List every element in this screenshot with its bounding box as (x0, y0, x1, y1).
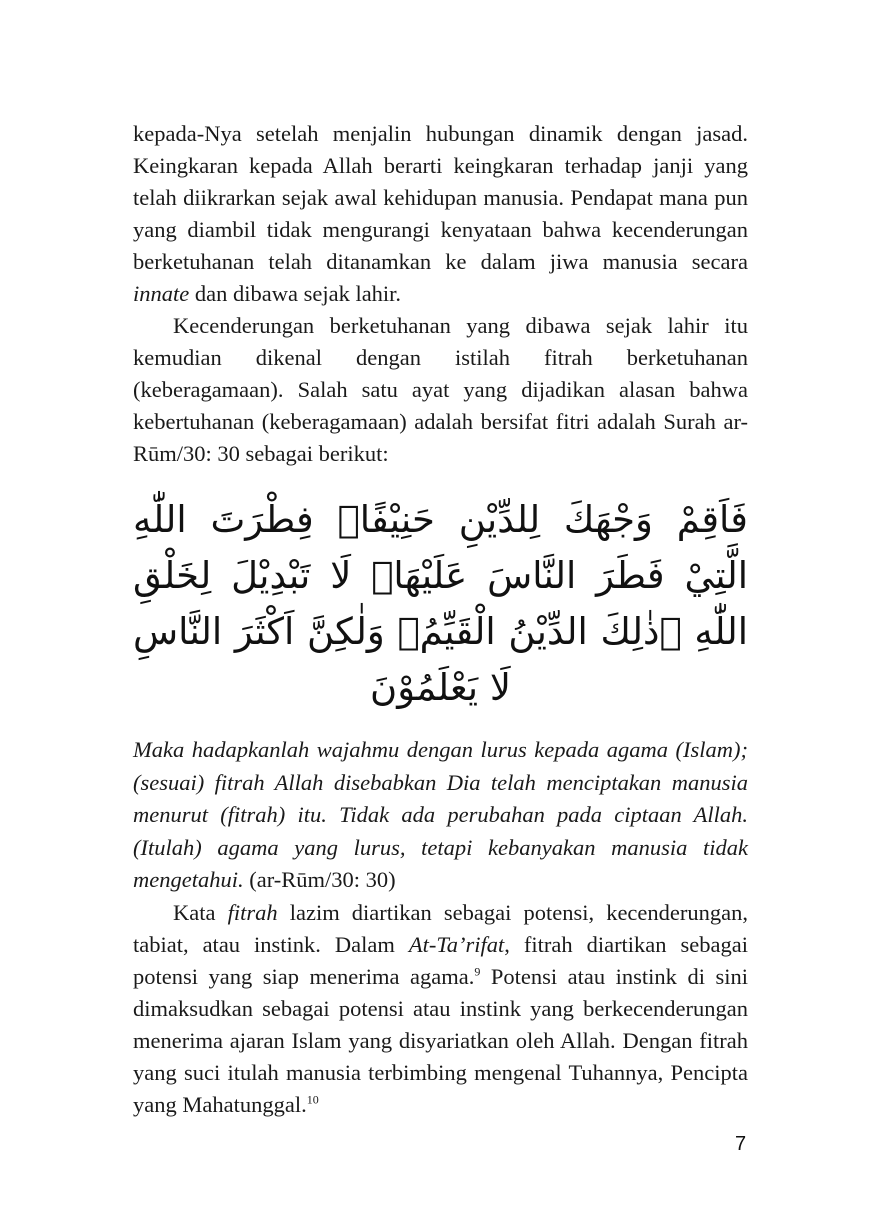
paragraph-2 (133, 310, 748, 470)
paragraph-3-seg2: lazim diartikan sebagai potensi, kecenderungan, tabiat, atau instink. Dalam (133, 899, 748, 957)
footnote-marker-9: 9 (474, 964, 481, 978)
paragraph-3-term-fitrah: fitrah (227, 899, 278, 925)
arabic-verse: فَاَقِمْ وَجْهَكَ لِلدِّيْنِ حَنِيْفًاۗ فِطْرَتَ اللّٰهِ الَّتِيْ فَطَرَ النَّاسَ عَلَيْهَاۗ لَا تَبْدِيْلَ لِخَلْقِ اللّٰهِ ۗذٰلِكَ الدِّيْنُ الْقَيِّمُۙ وَلٰكِنَّ اَكْثَرَ النَّاسِ لَا يَعْلَمُوْنَ (133, 498, 748, 709)
paragraph-1-italic-term: innate (133, 281, 190, 306)
paragraph-3-seg4: Potensi atau instink di sini dimaksudkan sebagai potensi atau instink yang berkecenderungan menerima ajaran Islam yang disyariatkan oleh Allah. Dengan fitrah yang suci itulah manusia terbimbing mengenal Tuhannya, Pencipta yang Mahatunggal. (133, 963, 748, 1117)
paragraph-1 (133, 118, 748, 310)
paragraph-3-book-title: At-Ta’rifat (408, 931, 505, 957)
paragraph-1-text: kepada-Nya setelah menjalin hubungan dinamik dengan jasad. Keingkaran kepada Allah berarti keingkaran terhadap janji yang telah diikrarkan sejak awal kehidupan manusia. Pendapat mana pun yang diambil tidak mengurangi kenyataan bahwa kecenderungan berketuhanan telah ditanamkan ke dalam jiwa manusia secara (133, 121, 748, 274)
translation-reference: (ar-Rūm/30: 30) (243, 867, 396, 892)
paragraph-1-tail: dan dibawa sejak lahir. (189, 281, 402, 306)
paragraph-3 (133, 897, 748, 1121)
page-body (133, 118, 748, 1121)
paragraph-3-seg1: Kata (173, 899, 228, 925)
paragraph-2-text: Kecenderungan berketuhanan yang dibawa sejak lahir itu kemudian dikenal dengan istilah fitrah berketuhanan (keberagamaan). Salah satu ayat yang dijadikan alasan bahwa kebertuhanan (keberagamaan) adalah bersifat fitri adalah Surah ar-Rūm/30: 30 sebagai berikut: (133, 313, 748, 466)
paragraph-3-seg3: , fitrah diartikan sebagai potensi yang siap menerima agama. (133, 931, 748, 989)
page-number: 7 (735, 1133, 747, 1155)
footnote-marker-10: 10 (306, 1092, 319, 1106)
verse-translation (133, 734, 748, 897)
translation-text: Maka hadapkanlah wajahmu dengan lurus kepada agama (Islam); (sesuai) fitrah Allah disebabkan Dia telah menciptakan manusia menurut (fitrah) itu. Tidak ada perubahan pada ciptaan Allah. (Itulah) agama yang lurus, tetapi kebanyakan manusia tidak mengetahui. (133, 737, 748, 892)
